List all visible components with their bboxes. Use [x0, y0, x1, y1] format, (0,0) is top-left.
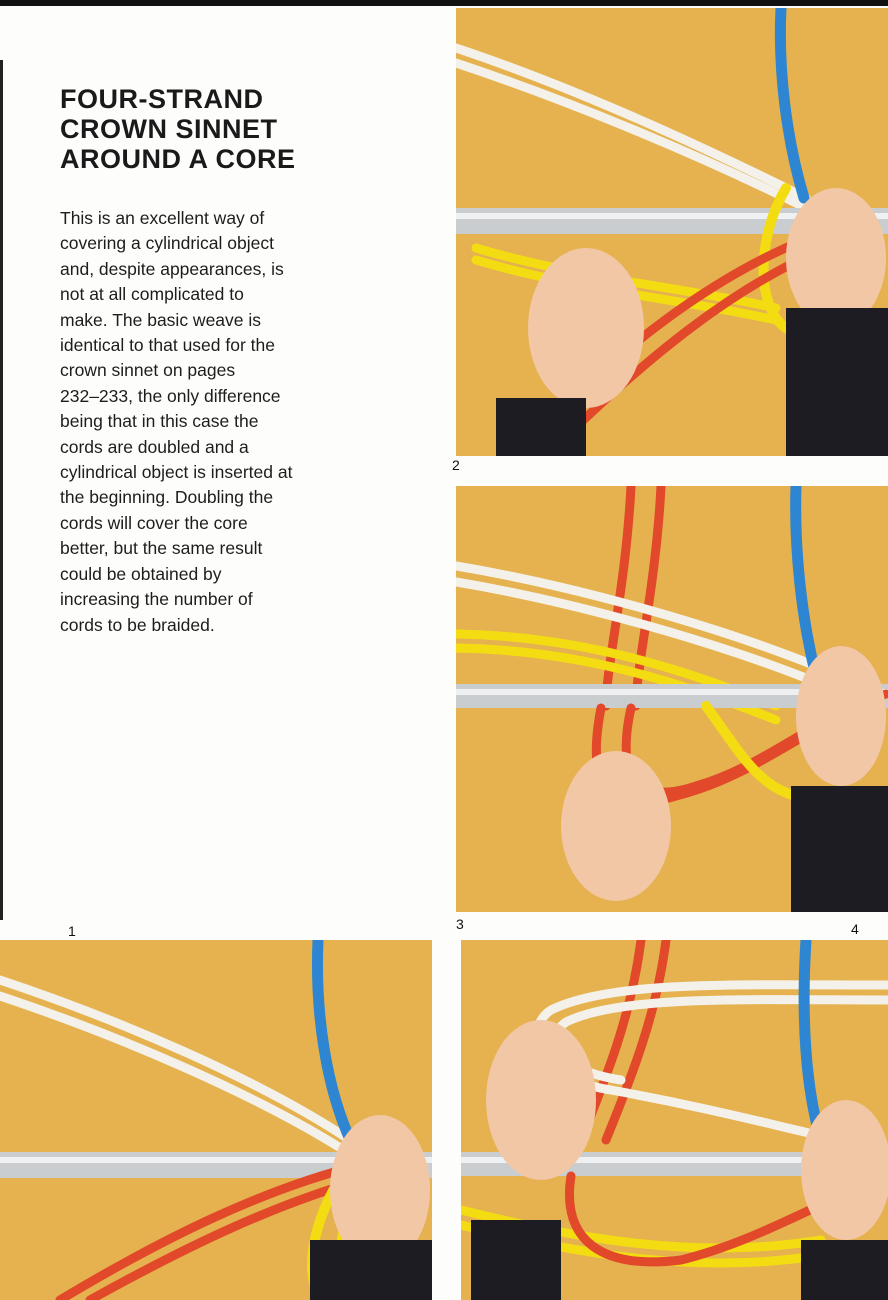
- body-paragraph: [60, 206, 380, 638]
- photo-step-2-illustration: [456, 8, 888, 456]
- body-line: increasing the number of: [60, 589, 253, 610]
- photo-number-3: 3: [456, 916, 464, 932]
- body-line: This is an excellent way of: [60, 208, 265, 228]
- body-line: could be obtained by: [60, 563, 222, 584]
- body-line: make. The basic weave is: [60, 309, 262, 330]
- body-line: cords are doubled and a: [60, 436, 249, 457]
- photo-number-2: 2: [452, 457, 460, 473]
- body-line: the beginning. Doubling the: [60, 487, 274, 508]
- title-line: AROUND A CORE: [60, 144, 296, 174]
- photo-number-1: 1: [68, 923, 76, 939]
- left-border: [0, 60, 3, 920]
- photo-step-4-illustration: [461, 940, 888, 1300]
- body-line: cylindrical object is inserted at: [60, 462, 293, 483]
- photo-step-4: [461, 940, 888, 1300]
- top-border: [0, 0, 888, 6]
- page-title: [60, 84, 420, 174]
- body-line: covering a cylindrical object: [60, 233, 274, 254]
- body-line: and, despite appearances, is: [60, 258, 284, 279]
- body-line: being that in this case the: [60, 411, 259, 432]
- body-line: not at all complicated to: [60, 284, 244, 305]
- title-line: CROWN SINNET: [60, 114, 278, 144]
- body-line: better, but the same result: [60, 538, 263, 559]
- photo-step-1: [0, 940, 432, 1300]
- title-line: FOUR-STRAND: [60, 84, 264, 114]
- photo-step-3: [456, 486, 888, 912]
- photo-number-4: 4: [851, 921, 859, 937]
- body-line: identical to that used for the: [60, 335, 275, 356]
- photo-step-3-illustration: [456, 486, 888, 912]
- photo-step-2: [456, 8, 888, 456]
- body-line: cords to be braided.: [60, 614, 215, 635]
- photo-step-1-illustration: [0, 940, 432, 1300]
- body-line: 232–233, the only difference: [60, 385, 281, 406]
- body-line: crown sinnet on pages: [60, 360, 236, 381]
- body-line: cords will cover the core: [60, 512, 248, 533]
